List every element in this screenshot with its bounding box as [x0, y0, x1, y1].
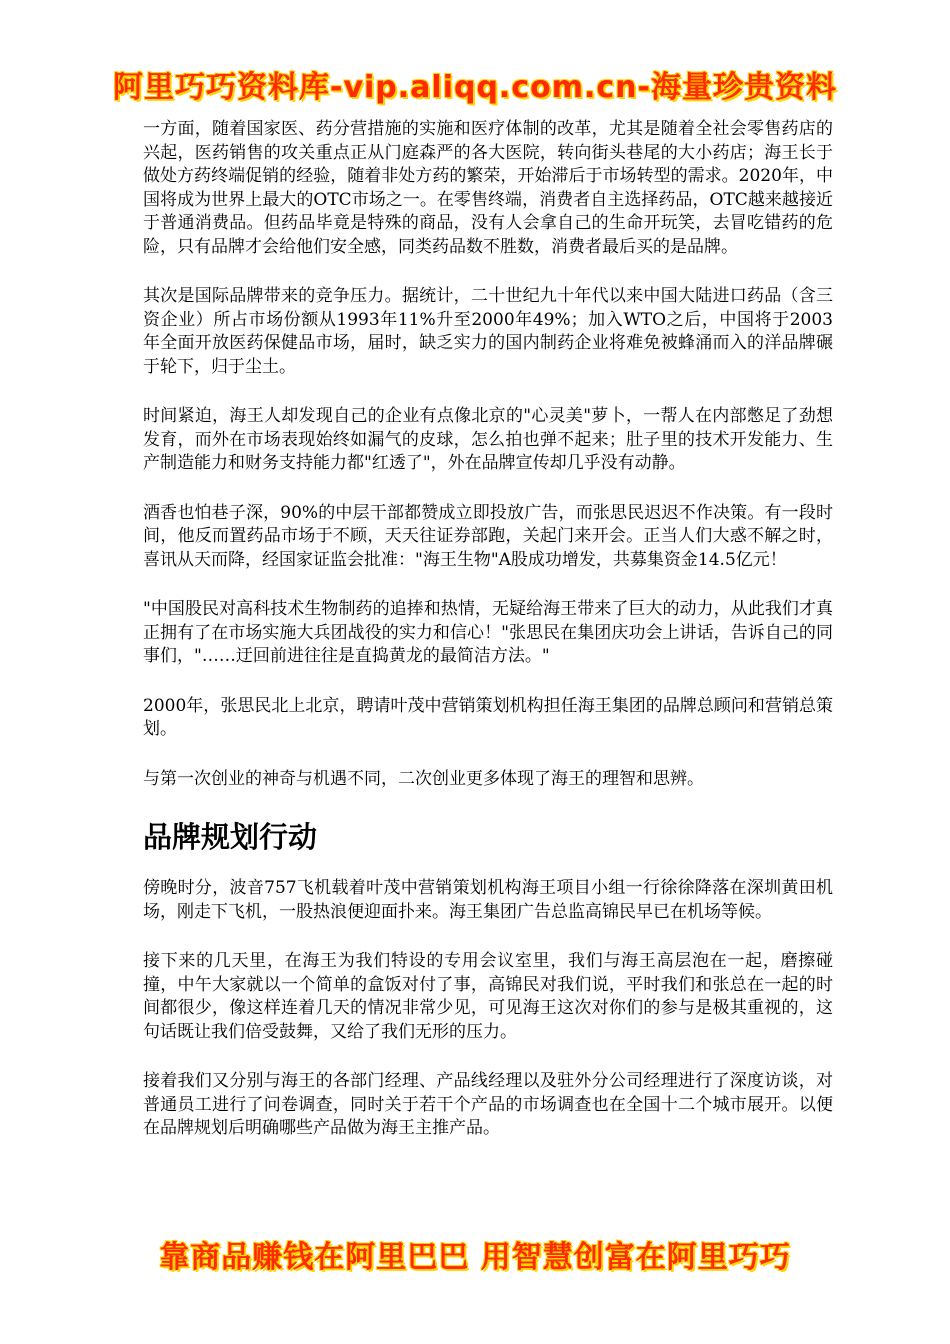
section-heading: 品牌规划行动: [143, 820, 318, 854]
paragraph: 时间紧迫，海王人却发现自己的企业有点像北京的"心灵美"萝卜，一帮人在内部憋足了劲想发育，而外在市场表现始终如漏气的皮球，怎么拍也弹不起来；肚子里的技术开发能力、生产制造能力和财务支持能力都"红透了"，外在品牌宣传却几乎没有动静。: [143, 406, 833, 473]
paragraph: 其次是国际品牌带来的竞争压力。据统计，二十世纪九十年代以来中国大陆进口药品（含三资企业）所占市场份额从1993年11%升至2000年49%；加入WTO之后，中国将于2003年全面开放医药保健品市场，届时，缺乏实力的国内制药企业将难免被蜂涌而入的洋品牌碾于轮下，归于尘土。: [143, 286, 833, 377]
paragraph: 接下来的几天里，在海王为我们特设的专用会议室里，我们与海王高层泡在一起，磨擦碰撞，中午大家就以一个简单的盒饭对付了事，高锦民对我们说，平时我们和张总在一起的时间都很少，像这样连着几天的情况非常少见，可见海王这次对你们的参与是极其重视的，这句话既让我们倍受鼓舞，又给了我们无形的压力。: [143, 951, 833, 1042]
paragraph: 2000年，张思民北上北京，聘请叶茂中营销策划机构担任海王集团的品牌总顾问和营销总策划。: [143, 695, 833, 739]
paragraph: 接着我们又分别与海王的各部门经理、产品线经理以及驻外分公司经理进行了深度访谈，对普通员工进行了问卷调查，同时关于若干个产品的市场调查也在全国十二个城市展开。以便在品牌规划后明确哪些产品做为海王主推产品。: [143, 1071, 833, 1138]
header-banner: 阿里巧巧资料库-vip.aliqq.com.cn-海量珍贵资料: [113, 70, 837, 105]
document-body: [143, 118, 833, 1167]
paragraph: 傍晚时分，波音757飞机载着叶茂中营销策划机构海王项目小组一行徐徐降落在深圳黄田机场，刚走下飞机，一股热浪便迎面扑来。海王集团广告总监高锦民早已在机场等候。: [143, 878, 833, 922]
paragraph: "中国股民对高科技术生物制药的追捧和热情，无疑给海王带来了巨大的动力，从此我们才真正拥有了在市场实施大兵团战役的实力和信心！"张思民在集团庆功会上讲话，告诉自己的同事们，"……迂回前进往往是直捣黄龙的最简洁方法。": [143, 599, 833, 666]
paragraph: 与第一次创业的神奇与机遇不同，二次创业更多体现了海王的理智和思辨。: [143, 768, 704, 789]
footer-banner: 靠商品赚钱在阿里巴巴 用智慧创富在阿里巧巧: [159, 1240, 791, 1275]
paragraph: 一方面，随着国家医、药分营措施的实施和医疗体制的改革，尤其是随着全社会零售药店的兴起，医药销售的攻关重点正从门庭森严的各大医院，转向街头巷尾的大小药店；海王长于做处方药终端促销的经验，随着非处方药的繁荣，开始滞后于市场转型的需求。2020年，中国将成为世界上最大的OTC市场之一。在零售终端，消费者自主选择药品，OTC越来越接近于普通消费品。但药品毕竟是特殊的商品，没有人会拿自己的生命开玩笑，去冒吃错药的危险，只有品牌才会给他们安全感，同类药品数不胜数，消费者最后买的是品牌。: [143, 119, 833, 257]
paragraph: 酒香也怕巷子深，90%的中层干部都赞成立即投放广告，而张思民迟迟不作决策。有一段时间，他反而置药品市场于不顾，天天往证券部跑，关起门来开会。正当人们大惑不解之时，喜讯从天而降，经国家证监会批准："海王生物"A股成功增发，共募集资金14.5亿元！: [143, 502, 833, 570]
